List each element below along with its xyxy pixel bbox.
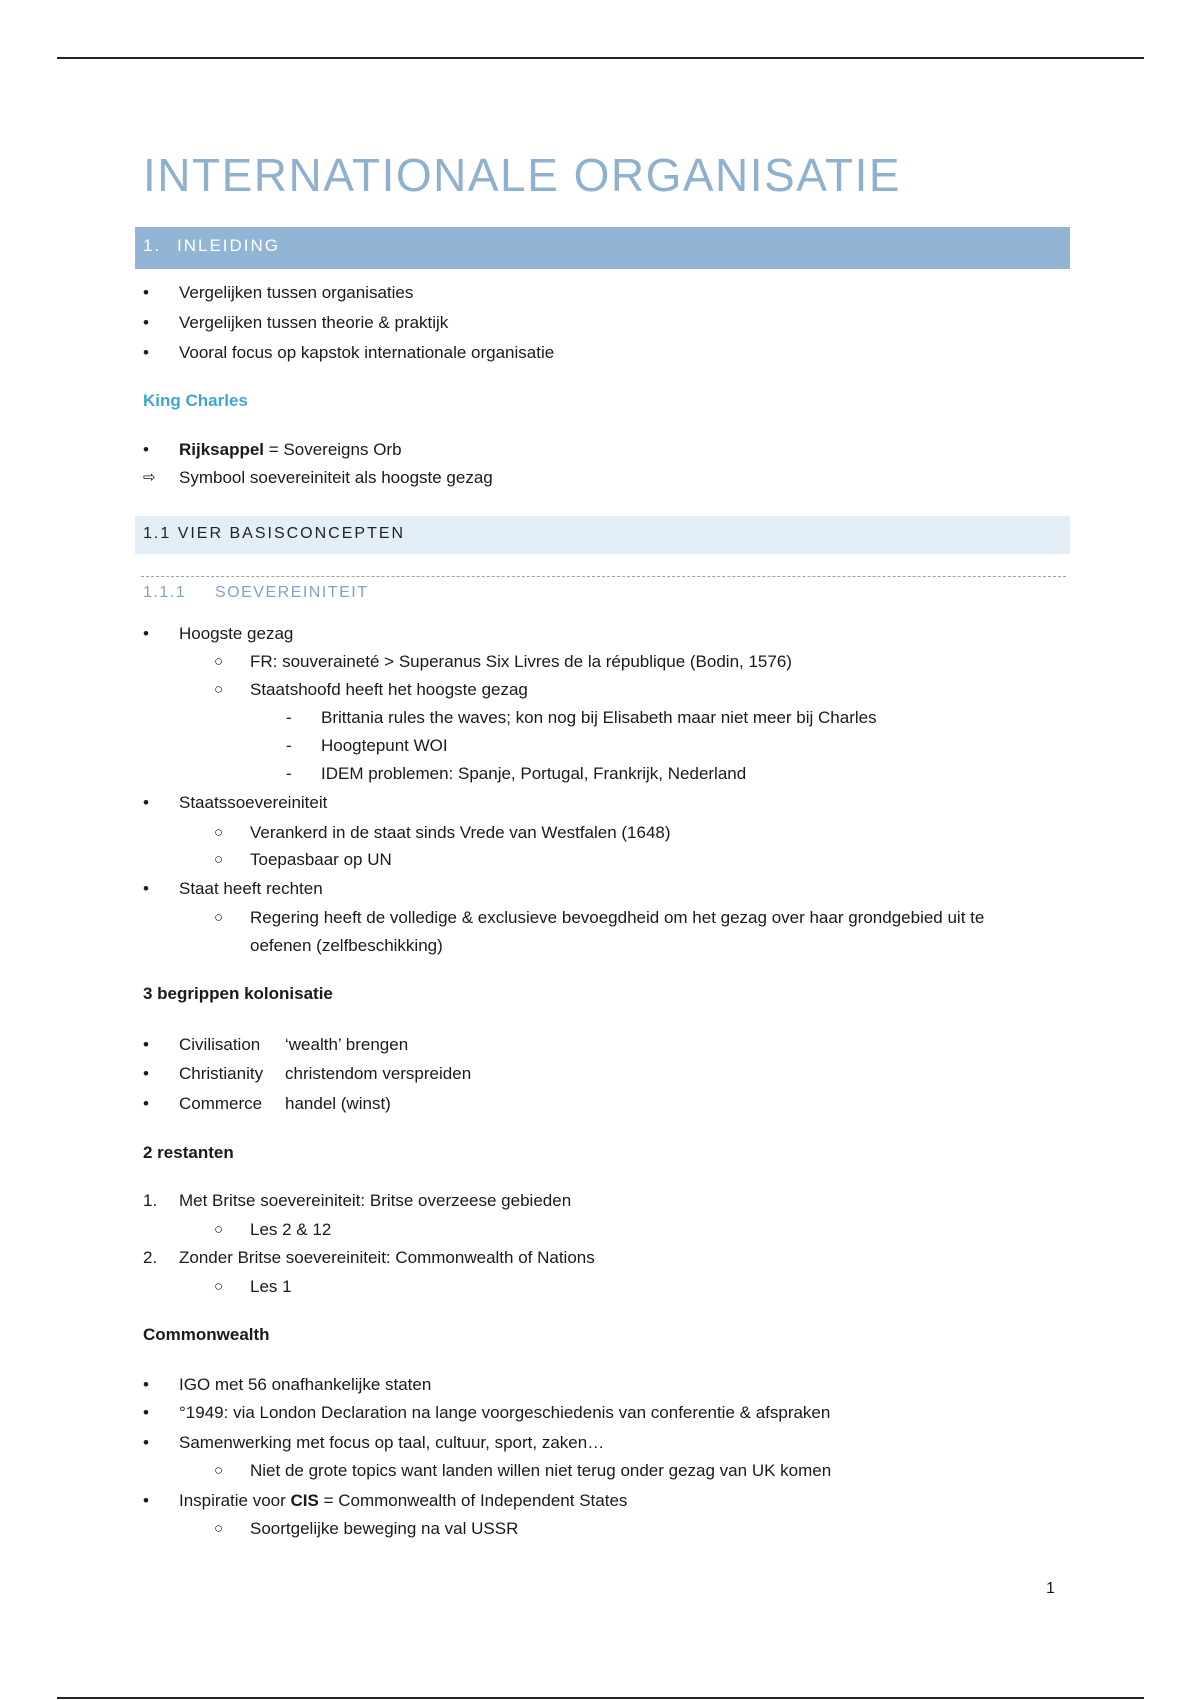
header-rule [57,57,1144,59]
term-rijksappel: Rijksappel [179,440,265,459]
circle-bullet-icon: ○ [214,1462,224,1479]
circle-bullet-icon: ○ [214,1520,224,1537]
bullet-icon: • [143,1433,149,1452]
circle-bullet-icon: ○ [214,909,224,926]
dash-bullet-icon: - [286,708,292,727]
arrow-right-icon: ⇨ [143,469,156,486]
document-title: INTERNATIONALE ORGANISATIE [143,149,902,201]
circle-bullet-icon: ○ [214,824,224,841]
term-cis: CIS [290,1491,319,1510]
dash-bullet-icon: - [286,736,292,755]
section-heading-soevereiniteit [143,584,368,602]
subheading-kolonisatie: 3 begrippen kolonisatie [143,984,333,1003]
subheading-restanten: 2 restanten [143,1143,234,1162]
subheading-king-charles: King Charles [143,391,248,410]
bullet-icon: • [143,1094,149,1113]
circle-bullet-icon: ○ [214,653,224,670]
dash-bullet-icon: - [286,764,292,783]
subheading-commonwealth: Commonwealth [143,1325,270,1344]
circle-bullet-icon: ○ [214,1221,224,1238]
section-title: INLEIDING [177,236,281,255]
page-number: 1 [1046,1580,1055,1597]
section-title: SOEVEREINITEIT [215,584,369,601]
bullet-icon: • [143,343,149,362]
bullet-icon: • [143,1035,149,1054]
bullet-icon: • [143,1064,149,1083]
section-heading-basisconcepten: 1.1 VIER BASISCONCEPTEN [135,516,1070,554]
bullet-icon: • [143,624,149,643]
section-number: 1.1.1 [143,584,187,601]
circle-bullet-icon: ○ [214,851,224,868]
bullet-icon: • [143,1491,149,1510]
circle-bullet-icon: ○ [214,1278,224,1295]
bullet-icon: • [143,1403,149,1422]
bullet-icon: • [143,283,149,302]
circle-bullet-icon: ○ [214,681,224,698]
bullet-icon: • [143,879,149,898]
list-number: 1. [143,1191,158,1210]
bullet-icon: • [143,440,149,459]
bullet-icon: • [143,793,149,812]
section-number: 1. [143,236,162,255]
section-heading-inleiding [135,227,1070,269]
dotted-divider [141,576,1066,577]
list-number: 2. [143,1248,158,1267]
footer-rule [57,1697,1144,1699]
bullet-icon: • [143,313,149,332]
bullet-icon: • [143,1375,149,1394]
